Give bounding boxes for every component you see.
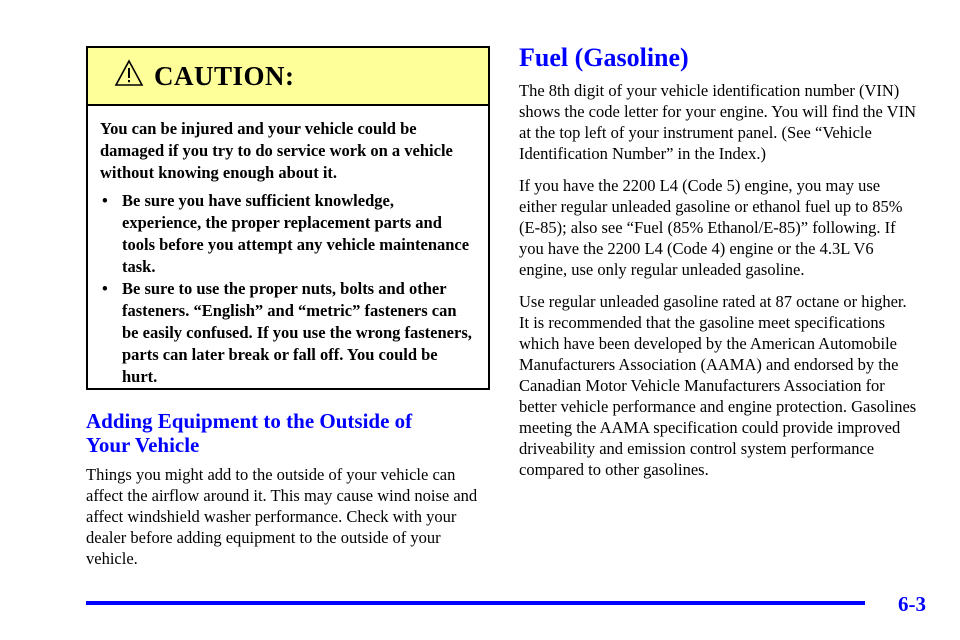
page-number: 6-3 — [898, 592, 926, 616]
adding-equipment-heading — [86, 409, 486, 457]
adding-equipment-heading-line2: Your Vehicle — [86, 433, 200, 457]
caution-box — [86, 46, 490, 390]
caution-bullet-item — [100, 190, 474, 278]
bullet-glyph: • — [102, 191, 108, 210]
caution-bullet-text: Be sure you have sufficient knowledge, experience, the proper replacement parts and tools before you attempt any vehicle maintenance task. — [122, 191, 470, 276]
caution-intro: You can be injured and your vehicle could be damaged if you try to do service work on a vehicle without knowing enough about it. — [100, 119, 453, 182]
caution-bullet-item — [100, 278, 474, 388]
adding-equipment-heading-line1: Adding Equipment to the Outside of — [86, 409, 413, 433]
caution-bullet-text: Be sure to use the proper nuts, bolts and other fasteners. “English” and “metric” fasteners can be easily confused. If you use the wrong fasteners, parts can later break or fall off. You could be hurt. — [122, 279, 472, 386]
footer-rule — [86, 601, 865, 605]
fuel-paragraph: If you have the 2200 L4 (Code 5) engine, you may use either regular unleaded gasoline or ethanol fuel up to 85% (E-85); also see “Fuel (85% Ethanol/E-85)” following. If you have the 2200 L4 (Code 4) engine or the 4.3L V6 engine, use only regular unleaded gasoline. — [519, 176, 903, 279]
fuel-paragraph: Use regular unleaded gasoline rated at 87 octane or higher. It is recommended that the gasoline meet specifications which have been developed by the American Automobile Manufacturers Association (AAMA) and endorsed by the Canadian Motor Vehicle Manufacturers Association for better vehicle performance and engine protection. Gasolines meeting the AAMA specification could provide improved driveability and emission control system performance compared to other gasolines. — [519, 292, 917, 479]
fuel-paragraph: The 8th digit of your vehicle identification number (VIN) shows the code letter for your engine. You will find the VIN at the top left of your instrument panel. (See “Vehicle Identification Number” in the Index.) — [519, 81, 917, 163]
fuel-column — [519, 80, 919, 491]
caution-list — [100, 190, 474, 388]
adding-equipment-body: Things you might add to the outside of your vehicle can affect the airflow around it. This may cause wind noise and affect windshield washer performance. Check with your dealer before adding equipment to the outside of your vehicle. — [86, 465, 478, 568]
bullet-glyph: • — [102, 279, 108, 298]
caution-header — [88, 48, 488, 106]
caution-body — [88, 106, 488, 388]
fuel-heading: Fuel (Gasoline) — [519, 43, 689, 72]
caution-title: CAUTION: — [154, 60, 295, 91]
warning-triangle-icon — [114, 59, 144, 87]
